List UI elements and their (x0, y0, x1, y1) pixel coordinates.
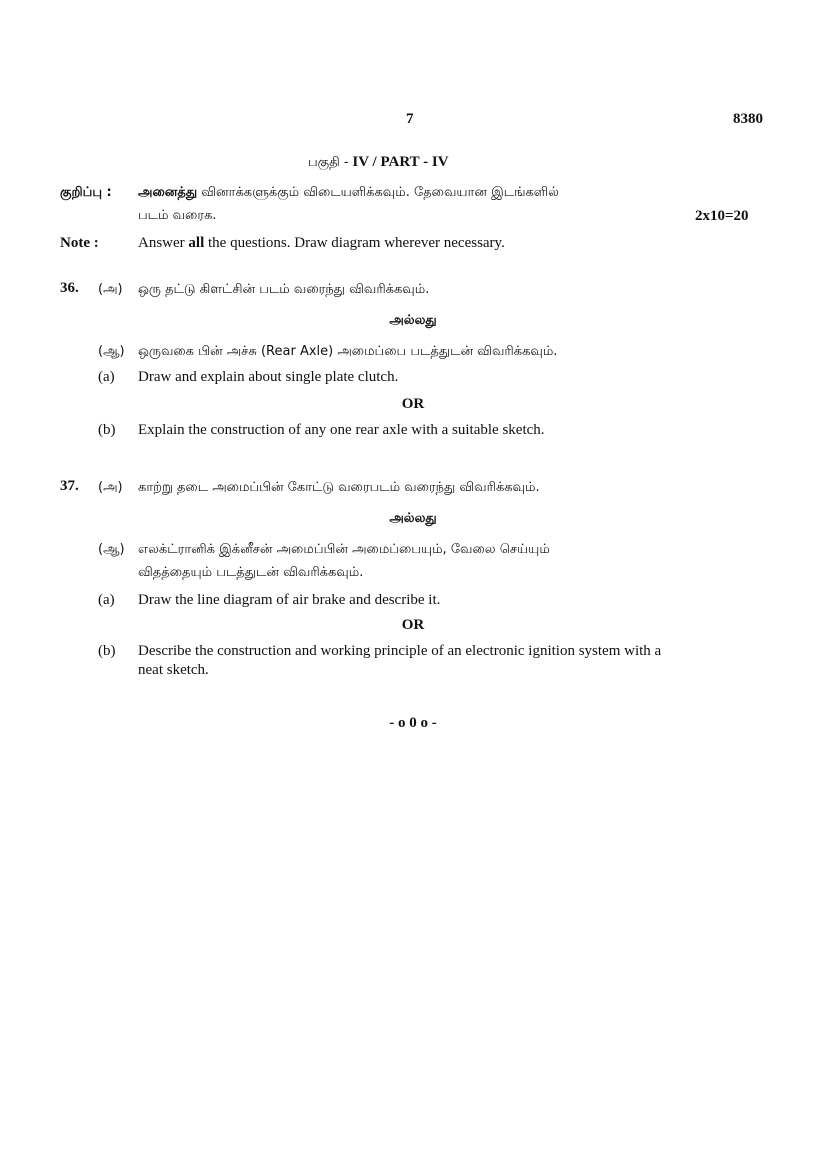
note-english-text (138, 235, 505, 252)
q37-tamil-a-text: காற்று தடை அமைப்பின் கோட்டு வரைபடம் வரைந்து விவரிக்கவும். (138, 480, 540, 495)
part-heading-english: IV / PART - IV (352, 154, 449, 170)
q37-tamil-b-line1: எலக்ட்ரானிக் இக்னீசன் அமைப்பின் அமைப்பையும், வேலை செய்யும் (138, 542, 550, 557)
q36-tamil-b-label: (ஆ) (98, 344, 125, 359)
note-tamil-line2: படம் வரைக. (138, 208, 217, 223)
note-tamil-bold-word: அனைத்து (138, 185, 198, 200)
part-heading (308, 154, 449, 171)
q37-tamil-b-line2: விதத்தையும் படத்துடன் விவரிக்கவும். (138, 565, 364, 580)
q37-or: OR (401, 617, 425, 633)
page-number: 7 (406, 111, 414, 127)
note-english-bold: all (188, 235, 205, 251)
note-tamil-line1-text: வினாக்களுக்கும் விடையளிக்கவும். தேவையான இடங்களில் (201, 185, 559, 200)
end-mark: - o 0 o - (389, 715, 437, 731)
note-english-after: the questions. Draw diagram wherever necessary. (208, 235, 505, 251)
q37-tamil-a-label: (அ) (98, 480, 123, 495)
q37-tamil-or: அல்லது (389, 511, 437, 526)
paper-code: 8380 (733, 111, 763, 127)
note-english-label: Note : (60, 235, 99, 251)
q36-tamil-or: அல்லது (389, 313, 437, 328)
q36-tamil-a-label: (அ) (98, 282, 123, 297)
q37-b-label: (b) (98, 643, 116, 659)
q36-tamil-a-text: ஒரு தட்டு கிளட்சின் படம் வரைந்து விவரிக்கவும். (138, 282, 430, 297)
q36-tamil-b-text: ஒருவகை பின் அச்சு (Rear Axle) அமைப்பை படத்துடன் விவரிக்கவும். (138, 344, 558, 359)
q37-a-text: Draw the line diagram of air brake and describe it. (138, 592, 441, 608)
note-english-before: Answer (138, 235, 185, 251)
q36-or: OR (401, 396, 425, 412)
note-tamil-label: குறிப்பு : (60, 185, 112, 200)
question-number-37: 37. (60, 478, 79, 494)
q36-a-label: (a) (98, 369, 115, 385)
q36-a-text: Draw and explain about single plate clutch. (138, 369, 399, 385)
part-heading-tamil: பகுதி - (308, 155, 349, 170)
q36-b-text: Explain the construction of any one rear axle with a suitable sketch. (138, 422, 545, 438)
q36-b-label: (b) (98, 422, 116, 438)
q37-tamil-b-label: (ஆ) (98, 542, 125, 557)
marks: 2x10=20 (695, 208, 749, 224)
note-tamil-line1 (138, 185, 559, 201)
q37-b-line2: neat sketch. (138, 662, 209, 678)
q37-b-line1: Describe the construction and working principle of an electronic ignition system with a (138, 643, 662, 659)
q37-a-label: (a) (98, 592, 115, 608)
question-number-36: 36. (60, 280, 79, 296)
